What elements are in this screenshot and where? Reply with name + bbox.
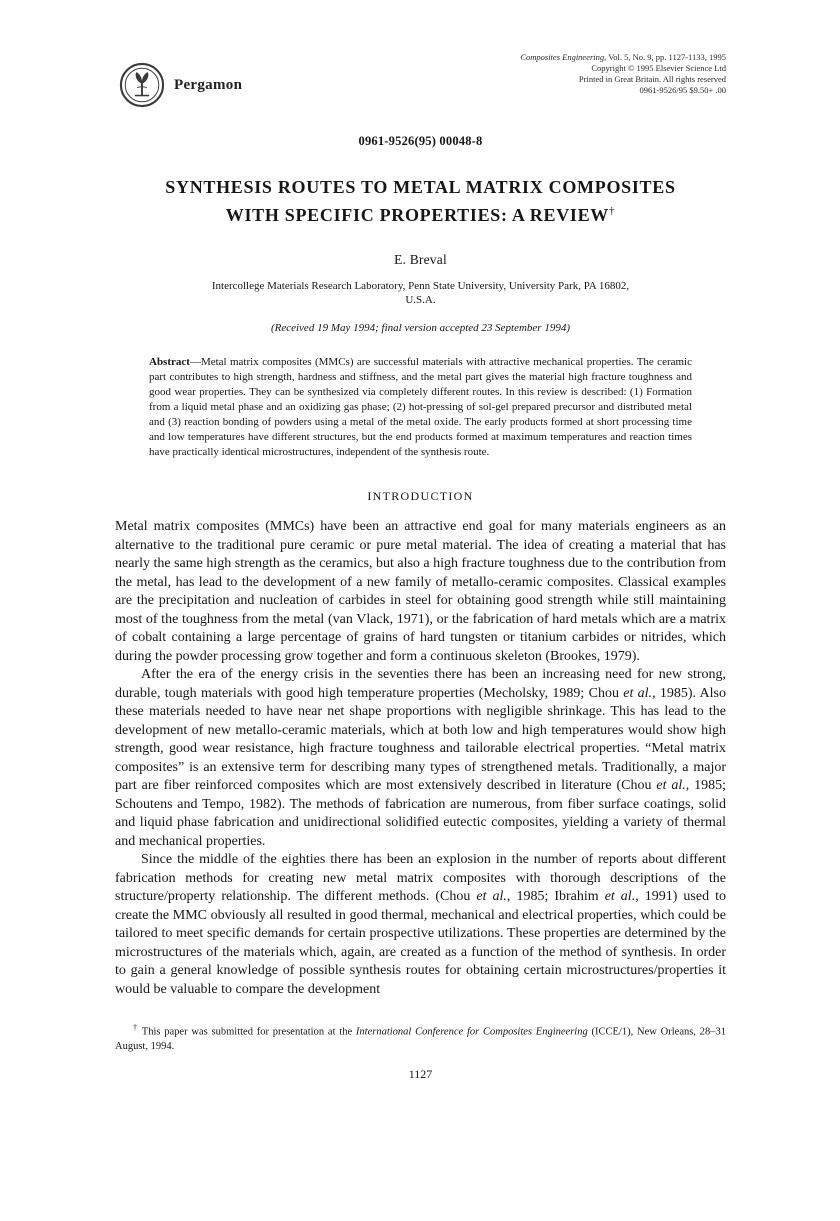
body-paragraph: After the era of the energy crisis in the seventies there has been an increasing need for new strong, durable, tough materials with good high temperature properties (Mecholsky, 1989; Chou et al., 1985). Also these materials needed to have near net shape proportions with negligible shrinkage. This has lead to the development of new metallo-ceramic materials, which at both low and high temperatures would show high strength, good wear resistance, high fracture toughness and tailorable electrical properties. “Metal matrix composites” is an extensive term for describing many types of strengthened metals. Traditionally, a major part are fiber reinforced composites which are most extensively described in literature (Chou et al., 1985; Schoutens and Tempo, 1982). The methods of fabrication are numerous, from fiber surface coatings, solid and liquid phase fabrication and unidirectional solidified eutectic composites, yielding a variety of thermal and mechanical properties. — [115, 667, 727, 849]
page-number: 1127 — [408, 1066, 433, 1081]
title-footnote-marker: † — [609, 205, 616, 217]
journal-copyright-line: Copyright © 1995 Elsevier Science Ltd — [591, 63, 726, 73]
body-paragraph: Metal matrix composites (MMCs) have been an attractive end goal for many materials engineers as an alternative to the traditional pure ceramic or pure metal material. The idea of creating a material that has nearly the same high strength as the ceramics, but also a high fracture toughness due to the contribution from the metal, has lead to the development of a new family of metallo-ceramic composites. Classical examples are the precipitation and nucleation of carbides in steel for obtaining good strength while still maintaining most of the toughness from the metal (van Vlack, 1971), or the fabrication of hard metals which are a matrix of cobalt containing a large percentage of grains of hard tungsten or titanium carbides or nitrides, which during the powder processing grow together and form a continuous skeleton (Brookes, 1979). — [115, 519, 726, 664]
pergamon-logo — [119, 62, 165, 108]
affiliation — [115, 279, 726, 307]
journal-printed-line: Printed in Great Britain. All rights reserved — [578, 74, 726, 84]
page-title — [115, 175, 726, 227]
abstract: Abstract—Metal matrix composites (MMCs) are successful materials with attractive mechanical properties. The ceramic part contributes to high strength, hardness and stiffness, and the metal part gives the material high fracture toughness and good wear properties. They can be synthesized via completely different routes. In this review is described: (1) Formation from a liquid metal phase and an oxidizing gas phase; (2) hot-pressing of sol-gel prepared precursor and distributed metal and (3) reaction bonding of powders using a metal of the metal oxide. The early products formed at short processing time and low temperatures have different structures, but the end products formed at maximum temperatures and reaction times have practically identical microstructures, independent of the synthesis route. — [149, 356, 692, 458]
affiliation-line1: Intercollege Materials Research Laboratory, Penn State University, University Park, PA 16802, — [211, 280, 630, 292]
introduction-paragraphs — [115, 518, 726, 999]
footnote: † This paper was submitted for presentation at the International Conference for Composites Engineering (ICCE/1), New Orleans, 28–31 August, 1994. — [115, 1023, 726, 1052]
author-name: E. Breval — [394, 252, 447, 267]
publisher-name: Pergamon — [174, 76, 243, 93]
journal-issn-price-line: 0961-9526/95 $9.50+ .00 — [639, 85, 726, 95]
affiliation-line2: U.S.A. — [405, 294, 436, 306]
masthead — [115, 50, 726, 108]
title-line1: SYNTHESIS ROUTES TO METAL MATRIX COMPOSITES — [165, 177, 676, 197]
body-paragraph: Since the middle of the eighties there has been an explosion in the number of reports about different fabrication methods for creating new metal matrix composites with thorough descriptions of the structure/property relationship. The different methods. (Chou et al., 1985; Ibrahim et al., 1991) used to create the MMC obviously all resulted in good thermal, mechanical and electrical properties, which could be tailored to meet specific demands for certain prospective utilizations. These properties are determined by the microstructures of the materials which, again, are created as a function of the method of synthesis. In order to gain a general knowledge of possible synthesis routes for obtaining certain microstructures/properties it would be valuable to compare the development — [115, 852, 726, 997]
received-note: (Received 19 May 1994; final version accepted 23 September 1994) — [270, 322, 571, 334]
article-id: 0961-9526(95) 00048-8 — [358, 134, 483, 148]
journal-citation-line: Composites Engineering, Vol. 5, No. 9, pp. 1127-1133, 1995 — [520, 52, 726, 62]
journal-info — [520, 52, 726, 96]
publisher-block — [119, 62, 242, 108]
title-line2: WITH SPECIFIC PROPERTIES: A REVIEW — [225, 205, 610, 225]
section-heading-introduction: INTRODUCTION — [367, 489, 474, 503]
